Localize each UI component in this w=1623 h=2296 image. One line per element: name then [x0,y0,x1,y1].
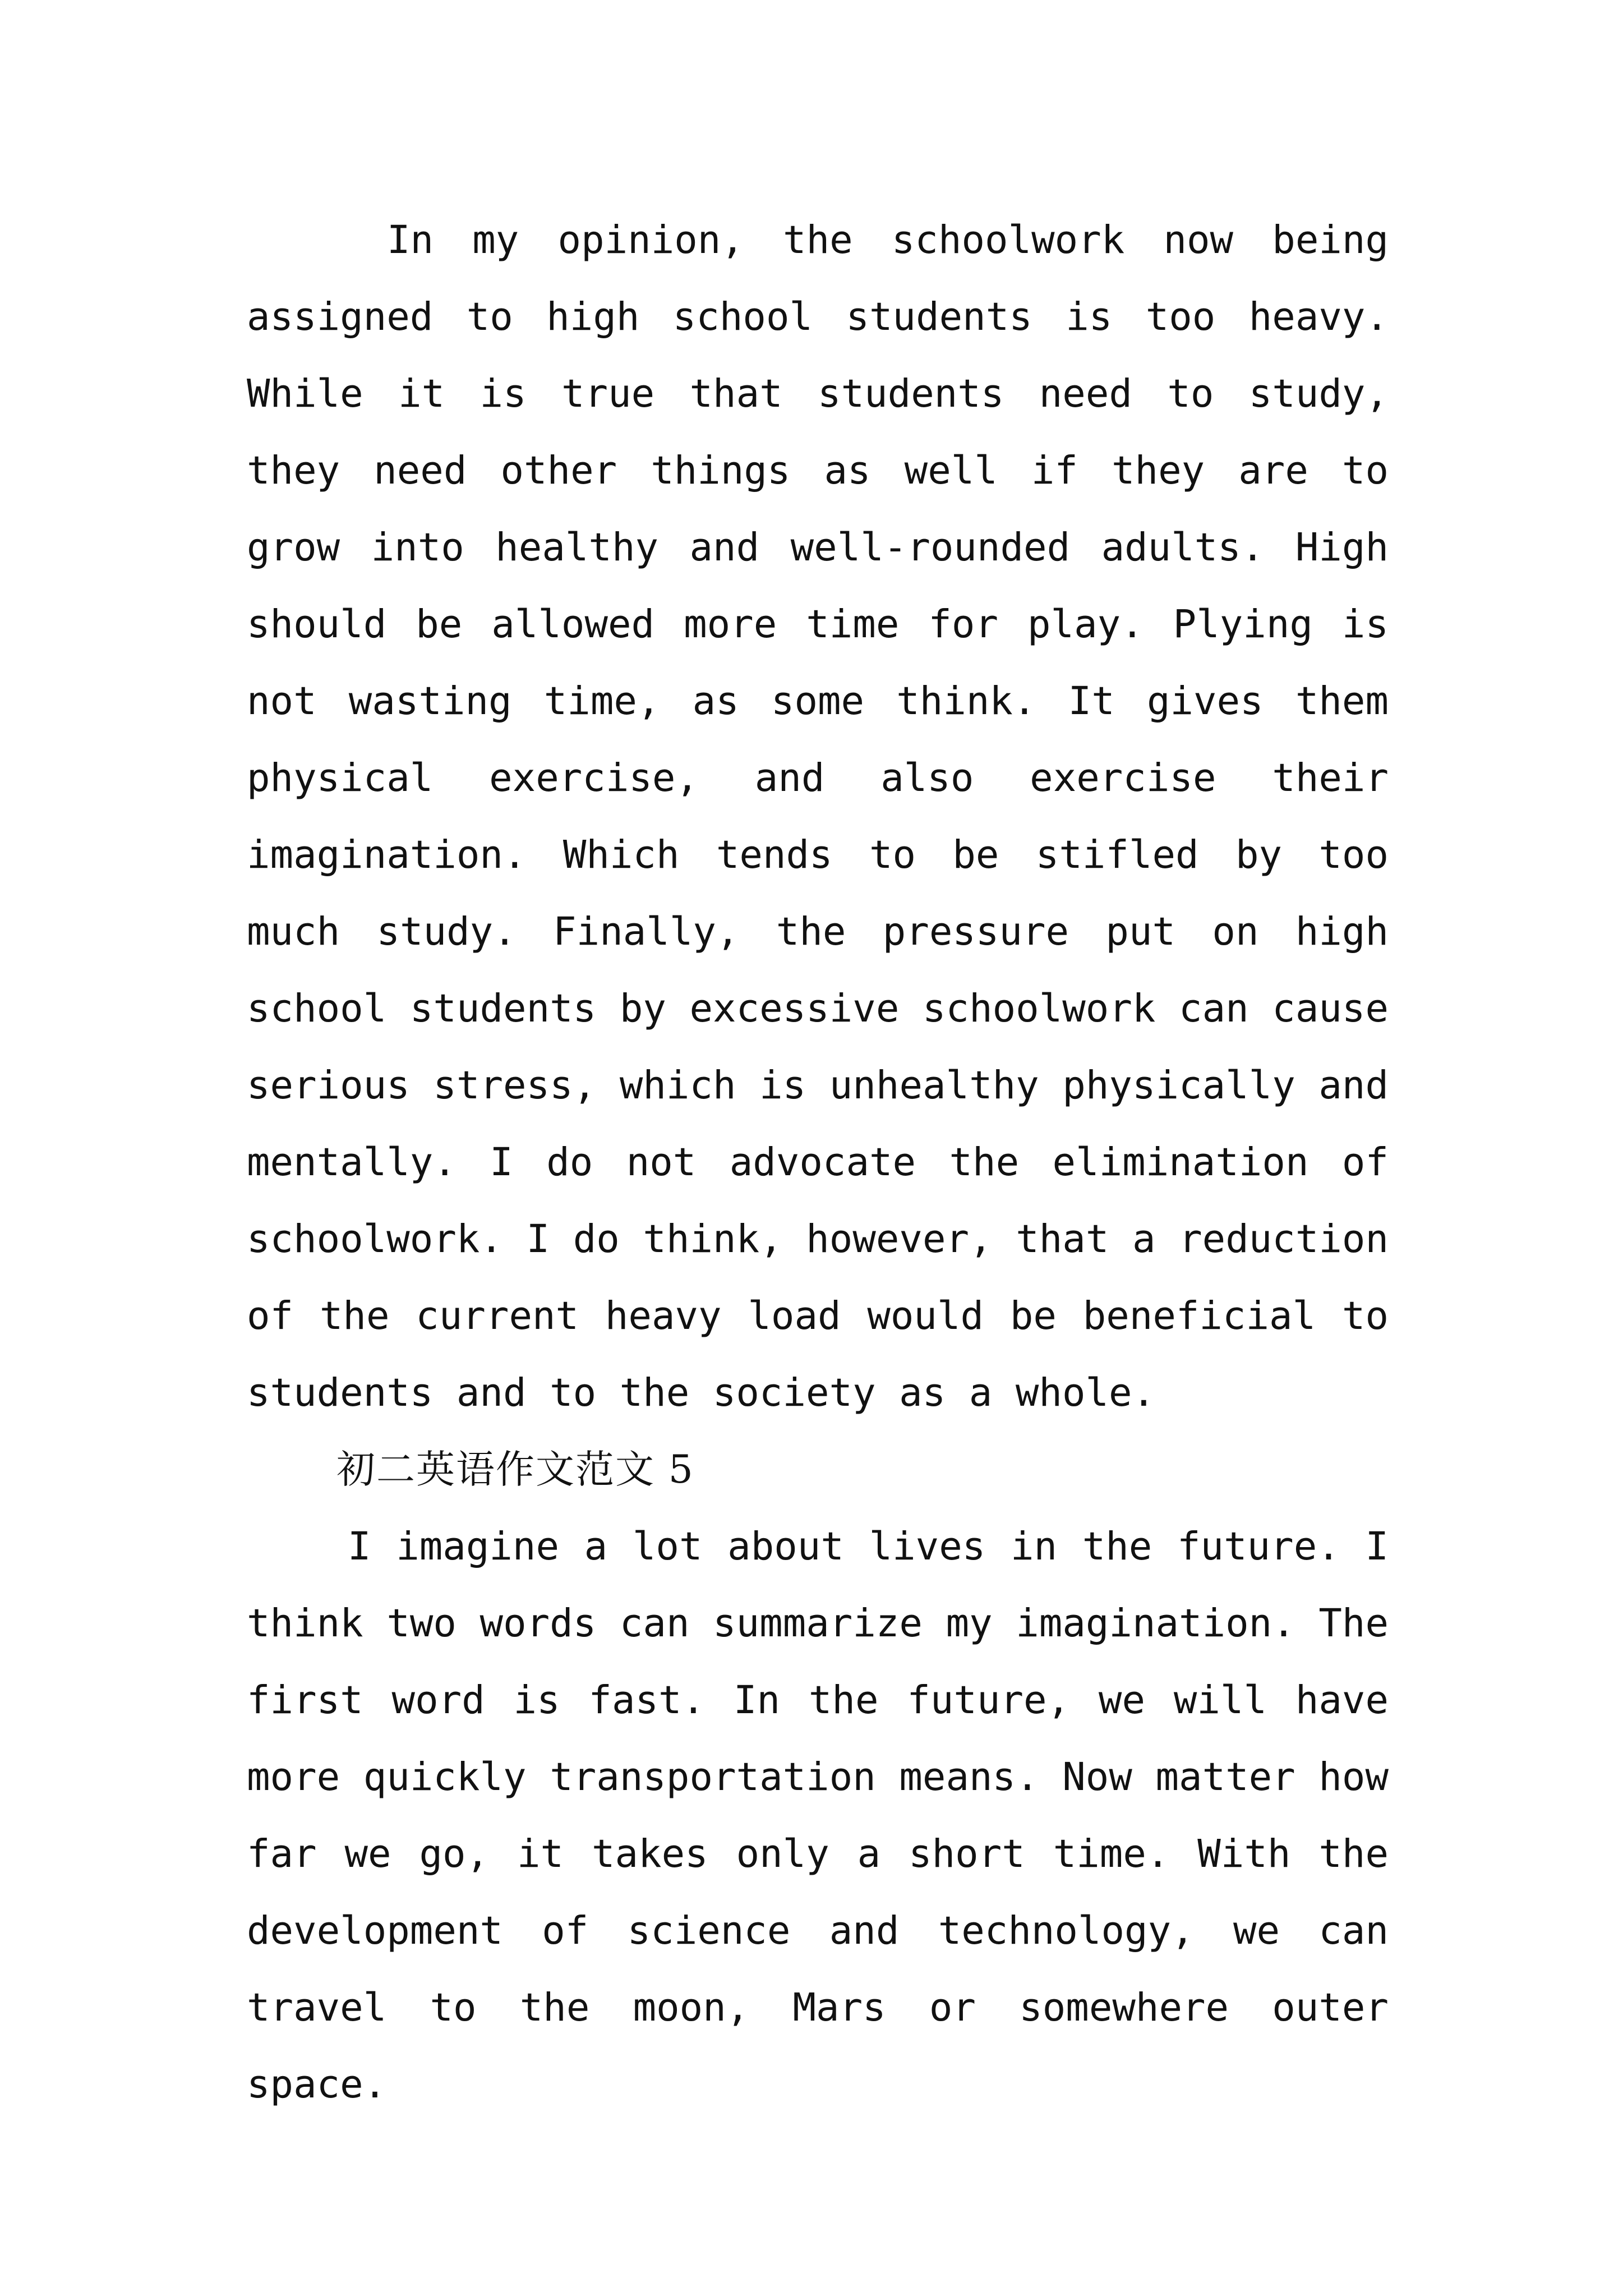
essay-paragraph-4: In my opinion, the schoolwork now being assigned to high school students is too heavy. While it is true that students need to study, they need other things as well if they are to grow into healthy and well-rounded adults. High should be allowed more time for play. Plying is not wasting time, as some think. It gives them physical exercise, and also exercise their imagination. Which tends to be stifled by too much study. Finally, the pressure put on high school students by excessive schoolwork can cause serious stress, which is unhealthy physically and mentally. I do not advocate the elimination of schoolwork. I do think, however, that a reduction of the current heavy load would be beneficial to students and to the society as a whole. [247,218,1389,1415]
essay-paragraph-5: I imagine a lot about lives in the future. I think two words can summarize my imagination. The first word is fast. In the future, we will have more quickly transportation means. Now matter how far we go, it takes only a short time. With the development of science and technology, we can travel to the moon, Mars or somewhere outer space. [247,1524,1389,2107]
section-heading-5: 初二英语作文范文 5 [336,1447,694,1492]
document-page [247,202,1389,2123]
